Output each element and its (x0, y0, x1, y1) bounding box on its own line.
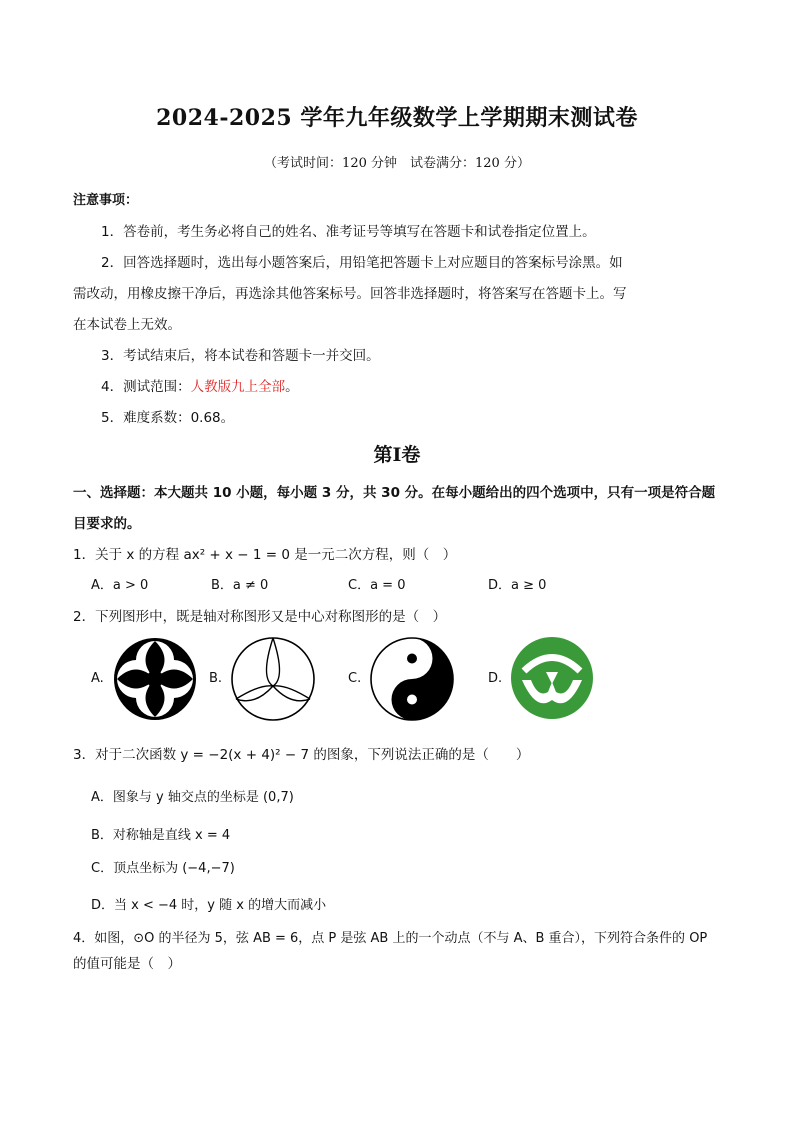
q2-label-b: B. (209, 671, 223, 686)
notice-item-1: 1．答卷前，考生务必将自己的姓名、准考证号等填写在答题卡和试卷指定位置上。 (101, 224, 596, 240)
q1-option-c: C．a = 0 (348, 578, 406, 593)
q3-option-a: A．图象与 y 轴交点的坐标是 (0,7) (91, 790, 294, 805)
question-4-stem-line1: 4．如图，⊙O 的半径为 5，弦 AB = 6，点 P 是弦 AB 上的一个动点（不与 A、B 重合），下列符合条件的 OP (73, 931, 708, 946)
notice-item-2-end: 在本试卷上无效。 (73, 317, 181, 333)
question-4-stem-line2: 的值可能是（ ） (73, 956, 181, 972)
section-instructions-2: 目要求的。 (73, 516, 141, 532)
question-2-stem: 2．下列图形中，既是轴对称图形又是中心对称图形的是（ ） (73, 609, 447, 625)
notice-scope-end: 。 (285, 379, 299, 395)
question-3-stem: 3．对于二次函数 y = −2(x + 4)² − 7 的图象，下列说法正确的是（ ） (73, 747, 530, 763)
question-1-stem: 1．关于 x 的方程 ax² + x − 1 = 0 是一元二次方程，则（ ） (73, 547, 457, 563)
q1-option-d: D．a ≥ 0 (488, 578, 547, 593)
q2-figure-a-four-petal-icon (112, 636, 198, 722)
notice-item-2: 2．回答选择题时，选出每小题答案后，用铅笔把答题卡上对应题目的答案标号涂黑。如 (101, 255, 623, 271)
notice-item-2-cont: 需改动，用橡皮擦干净后，再选涂其他答案标号。回答非选择题时，将答案写在答题卡上。写 (73, 286, 627, 302)
notice-scope-value: 人教版九上全部 (190, 379, 286, 395)
section-title: 第Ⅰ卷 (373, 444, 421, 466)
exam-info: （考试时间：120 分钟 试卷满分：120 分） (264, 156, 530, 171)
notice-item-5: 5．难度系数：0.68。 (101, 410, 235, 426)
q3-option-c: C．顶点坐标为 (−4,−7) (91, 861, 235, 876)
notice-scope-label: 4．测试范围： (101, 379, 191, 395)
q2-figure-b-three-arcs-icon (230, 636, 316, 722)
notice-item-4 (101, 375, 299, 395)
notice-heading: 注意事项： (73, 193, 139, 208)
q1-option-b: B．a ≠ 0 (211, 578, 269, 593)
q3-option-d: D．当 x < −4 时，y 随 x 的增大而减小 (91, 898, 327, 913)
notice-item-3: 3．考试结束后，将本试卷和答题卡一并交回。 (101, 348, 380, 364)
q2-figure-d-green-logo-icon (510, 636, 594, 720)
q1-option-a: A．a > 0 (91, 578, 149, 593)
q3-option-b: B．对称轴是直线 x = 4 (91, 828, 231, 843)
q2-label-d: D. (488, 671, 503, 686)
q2-figure-c-yin-yang-icon (369, 636, 455, 722)
section-instructions-1: 一、选择题：本大题共 10 小题，每小题 3 分，共 30 分。在每小题给出的四个选项中，只有一项是符合题 (73, 485, 716, 501)
q2-label-c: C. (348, 671, 362, 686)
page-title: 2024-2025 学年九年级数学上学期期末测试卷 (156, 105, 638, 131)
q2-label-a: A. (91, 671, 104, 686)
